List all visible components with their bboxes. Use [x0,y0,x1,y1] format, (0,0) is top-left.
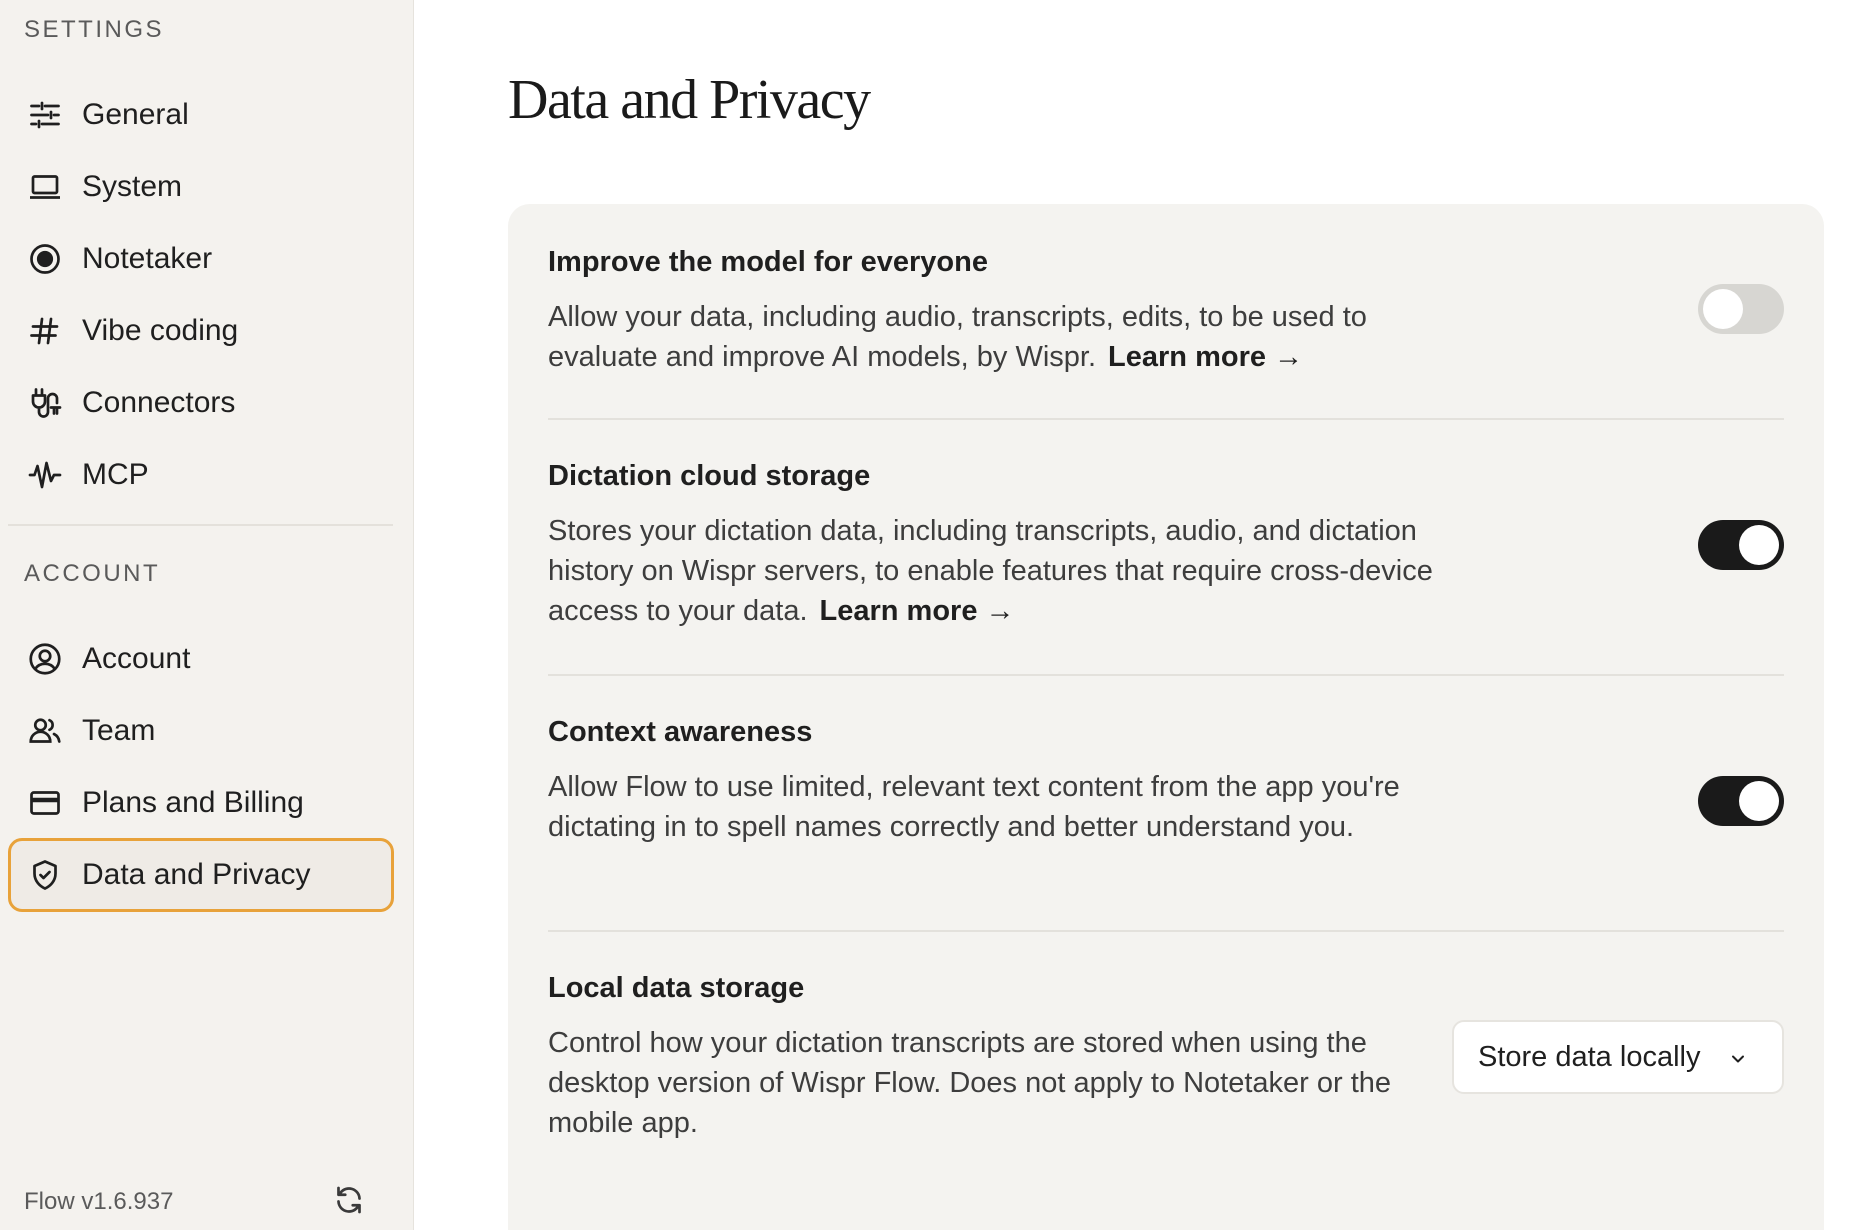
app-version: Flow v1.6.937 [24,1188,174,1215]
context-awareness-toggle[interactable] [1698,776,1784,826]
sidebar-item-label: Account [82,642,191,675]
credit-card-icon [26,784,64,822]
record-icon [26,240,64,278]
waveform-icon [26,456,64,494]
sidebar [0,0,414,1230]
toggle-knob [1739,525,1779,565]
setting-improve-model [548,246,1784,377]
plug-icon [26,384,64,422]
toggle-knob [1703,289,1743,329]
sidebar-item-notetaker[interactable] [8,224,394,294]
sidebar-item-label: Plans and Billing [82,786,304,819]
sidebar-item-mcp[interactable] [8,440,394,510]
sidebar-item-label: Connectors [82,386,236,419]
sidebar-item-label: Notetaker [82,242,213,275]
select-value: Store data locally [1478,1040,1701,1073]
settings-card [508,204,1824,1230]
sidebar-item-connectors[interactable] [8,368,394,438]
sidebar-item-plans-and-billing[interactable] [8,768,394,838]
page-title: Data and Privacy [508,69,870,131]
row-divider [548,930,1784,932]
sidebar-item-label: Data and Privacy [82,858,311,891]
setting-context-awareness [548,716,1784,847]
shield-check-icon [26,856,64,894]
sidebar-divider [8,524,393,526]
account-section-label: ACCOUNT [24,560,161,587]
sidebar-item-system[interactable] [8,152,394,222]
sliders-icon [26,96,64,134]
chevron-down-icon [1728,1049,1748,1069]
sidebar-item-label: General [82,98,189,131]
toggle-knob [1739,781,1779,821]
sidebar-item-label: Vibe coding [82,314,239,347]
team-icon [26,712,64,750]
sidebar-item-vibe-coding[interactable] [8,296,394,366]
laptop-icon [26,168,64,206]
sidebar-item-general[interactable] [8,80,394,150]
dictation-cloud-storage-toggle[interactable] [1698,520,1784,570]
setting-title: Dictation cloud storage [548,460,871,492]
sidebar-item-data-and-privacy[interactable] [8,838,394,912]
row-divider [548,418,1784,420]
setting-title: Improve the model for everyone [548,246,988,278]
setting-title: Context awareness [548,716,813,748]
sidebar-item-label: System [82,170,183,203]
setting-title: Local data storage [548,972,805,1004]
row-divider [548,674,1784,676]
learn-more-link[interactable]: Learn more → [1108,341,1304,373]
hash-icon [26,312,64,350]
refresh-icon[interactable] [331,1182,367,1218]
local-data-storage-select[interactable] [1452,1020,1784,1094]
sidebar-item-label: Team [82,714,156,747]
setting-description: Allow your data, including audio, transcripts, edits, to be used to evaluate and improve AI models, by Wispr. Learn more → [548,301,1367,373]
setting-description: Control how your dictation transcripts are stored when using the desktop version of Wispr Flow. Does not apply to Notetaker or the mobile app. [548,1027,1392,1139]
improve-model-toggle[interactable] [1698,284,1784,334]
user-circle-icon [26,640,64,678]
sidebar-item-account[interactable] [8,624,394,694]
setting-description: Allow Flow to use limited, relevant text content from the app you're dictating in to spell names correctly and better understand you. [548,771,1400,843]
setting-dictation-cloud-storage [548,460,1784,631]
sidebar-item-label: MCP [82,458,149,491]
sidebar-item-team[interactable] [8,696,394,766]
setting-description: Stores your dictation data, including transcripts, audio, and dictation history on Wispr servers, to enable features that require cross-device access to your data. Learn more → [548,515,1433,627]
learn-more-link[interactable]: Learn more → [819,595,1015,627]
settings-section-label: SETTINGS [24,16,165,43]
